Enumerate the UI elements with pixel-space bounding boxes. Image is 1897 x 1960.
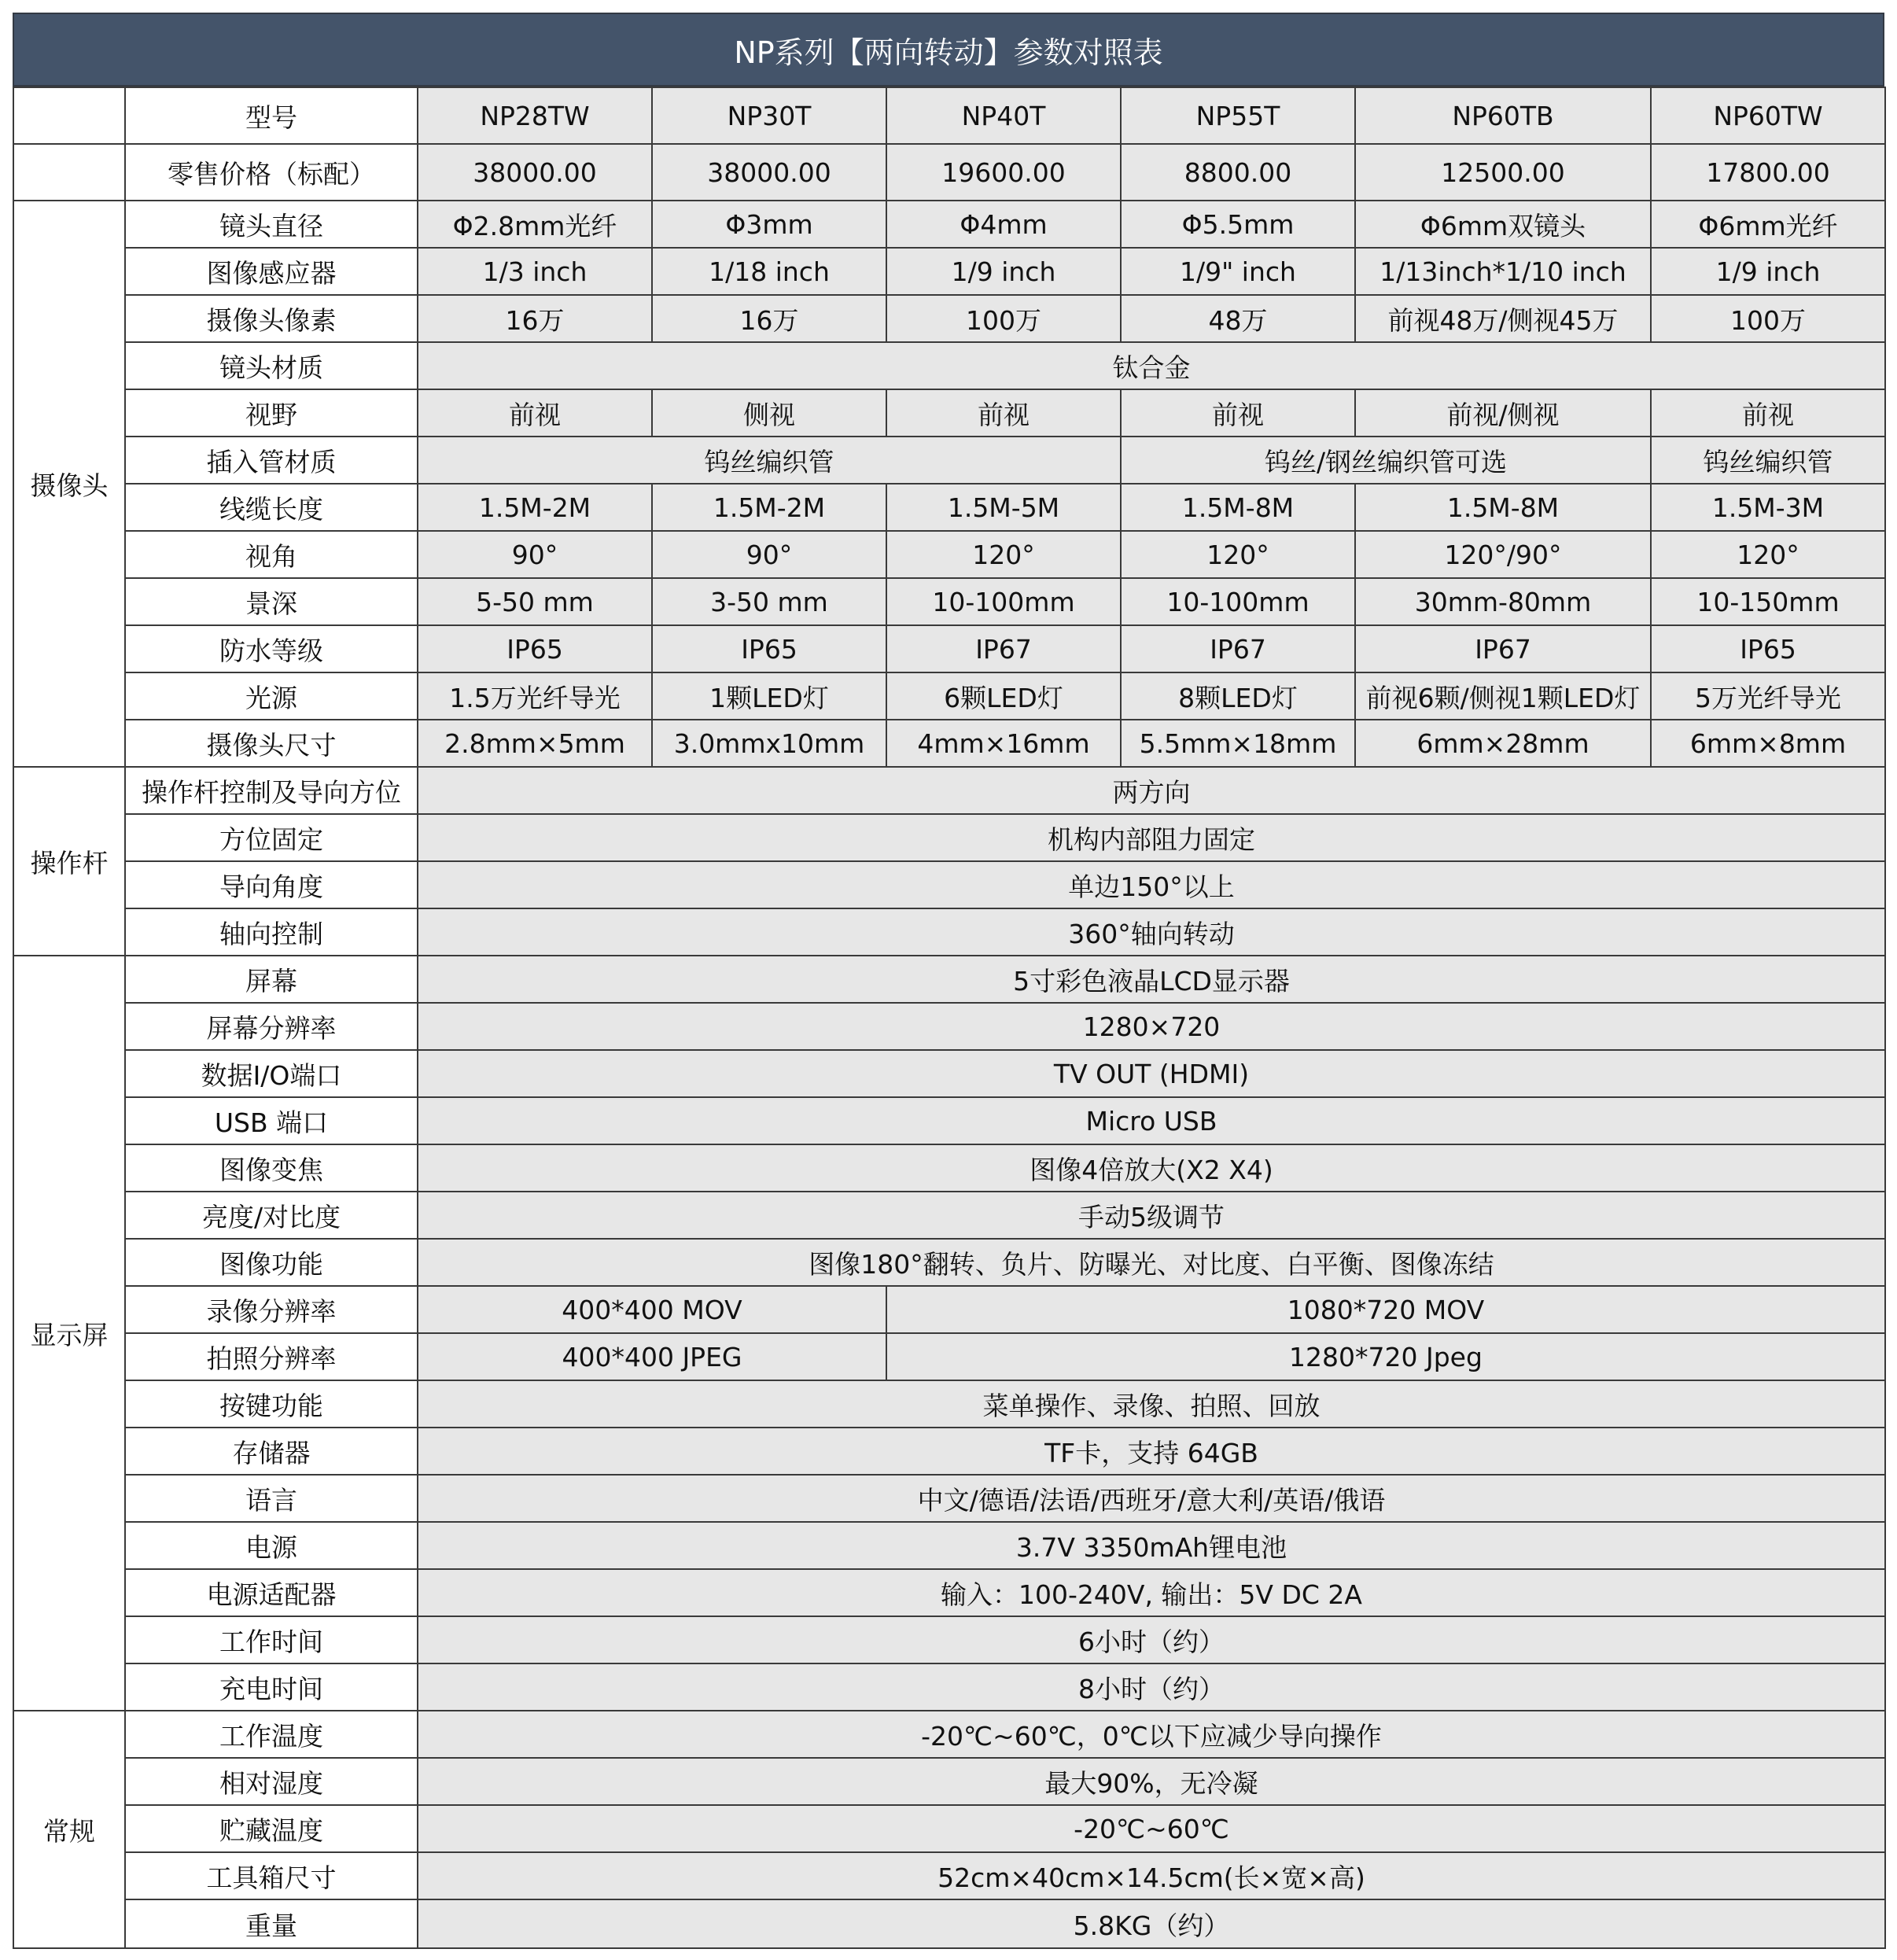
param-value-cell: 1/18 inch	[652, 248, 886, 295]
table-row	[13, 295, 1885, 342]
param-value-cell: 16万	[652, 295, 886, 342]
table-row	[13, 1003, 1885, 1050]
param-value-cell: 360°轴向转动	[418, 908, 1885, 956]
table-row	[13, 87, 1885, 144]
param-label: 光源	[125, 672, 418, 720]
param-label: 充电时间	[125, 1663, 418, 1711]
param-label: 按键功能	[125, 1380, 418, 1428]
table-row	[13, 1333, 1885, 1380]
param-value-cell: 4mm×16mm	[886, 720, 1121, 767]
param-value-cell: 前视	[418, 389, 652, 437]
table-row	[13, 956, 1885, 1003]
param-label: 电源适配器	[125, 1569, 418, 1616]
param-value-cell: NP60TB	[1355, 87, 1651, 144]
table-row	[13, 1144, 1885, 1192]
param-value-cell: IP65	[652, 625, 886, 672]
param-value-cell: 400*400 JPEG	[418, 1333, 886, 1380]
param-label: 方位固定	[125, 814, 418, 861]
table-row	[13, 1663, 1885, 1711]
param-value-cell: 1080*720 MOV	[886, 1286, 1885, 1333]
param-value-cell: 1.5M-8M	[1121, 484, 1355, 531]
param-value-cell: 120°	[1121, 531, 1355, 578]
param-value-cell: 1.5M-2M	[418, 484, 652, 531]
param-value-cell: 2.8mm×5mm	[418, 720, 652, 767]
param-value-cell: 钨丝编织管	[418, 437, 1121, 484]
param-label: 录像分辨率	[125, 1286, 418, 1333]
table-row	[13, 1616, 1885, 1663]
param-value-cell: 1.5M-2M	[652, 484, 886, 531]
param-value-cell: NP28TW	[418, 87, 652, 144]
param-value-cell: Φ6mm光纤	[1651, 201, 1885, 248]
param-value-cell: Φ6mm双镜头	[1355, 201, 1651, 248]
param-value-cell: 30mm-80mm	[1355, 578, 1651, 625]
param-value-cell: Φ2.8mm光纤	[418, 201, 652, 248]
param-value-cell: 侧视	[652, 389, 886, 437]
param-label: 工作时间	[125, 1616, 418, 1663]
param-label: 景深	[125, 578, 418, 625]
group-label-empty	[13, 87, 125, 144]
param-label: 拍照分辨率	[125, 1333, 418, 1380]
table-row	[13, 578, 1885, 625]
param-value-cell: IP67	[1121, 625, 1355, 672]
param-label: 轴向控制	[125, 908, 418, 956]
param-value-cell: 5寸彩色液晶LCD显示器	[418, 956, 1885, 1003]
param-value-cell: 17800.00	[1651, 144, 1885, 201]
param-value-cell: 机构内部阻力固定	[418, 814, 1885, 861]
param-value-cell: 前视	[1651, 389, 1885, 437]
table-row	[13, 1239, 1885, 1286]
param-value-cell: Φ4mm	[886, 201, 1121, 248]
table-row	[13, 531, 1885, 578]
group-label: 常规	[13, 1711, 125, 1948]
param-value-cell: 120°	[886, 531, 1121, 578]
table-row	[13, 484, 1885, 531]
param-value-cell: 6mm×8mm	[1651, 720, 1885, 767]
param-value-cell: 1.5万光纤导光	[418, 672, 652, 720]
group-label: 显示屏	[13, 956, 125, 1711]
param-value-cell: 输入：100-240V, 输出：5V DC 2A	[418, 1569, 1885, 1616]
param-value-cell: TV OUT (HDMI)	[418, 1050, 1885, 1097]
param-label: 视角	[125, 531, 418, 578]
param-label: 贮藏温度	[125, 1805, 418, 1852]
table-row	[13, 1380, 1885, 1428]
param-value-cell: 图像4倍放大(X2 X4)	[418, 1144, 1885, 1192]
group-label-empty	[13, 144, 125, 201]
param-value-cell: 钨丝/钢丝编织管可选	[1121, 437, 1651, 484]
param-value-cell: 前视6颗/侧视1颗LED灯	[1355, 672, 1651, 720]
param-value-cell: 5万光纤导光	[1651, 672, 1885, 720]
param-value-cell: 1/13inch*1/10 inch	[1355, 248, 1651, 295]
table-row	[13, 1192, 1885, 1239]
param-label: USB 端口	[125, 1097, 418, 1144]
table-title: NP系列【两向转动】参数对照表	[13, 13, 1884, 87]
table-row	[13, 1569, 1885, 1616]
param-label: 图像变焦	[125, 1144, 418, 1192]
param-value-cell: 3.7V 3350mAh锂电池	[418, 1522, 1885, 1569]
param-value-cell: 最大90%，无冷凝	[418, 1758, 1885, 1805]
param-value-cell: 8小时（约）	[418, 1663, 1885, 1711]
param-value-cell: 5-50 mm	[418, 578, 652, 625]
table-row	[13, 1428, 1885, 1475]
param-value-cell: 5.8KG（约）	[418, 1899, 1885, 1948]
group-label: 操作杆	[13, 767, 125, 956]
param-label: 相对湿度	[125, 1758, 418, 1805]
param-value-cell: 8颗LED灯	[1121, 672, 1355, 720]
param-value-cell: 两方向	[418, 767, 1885, 814]
param-value-cell: 1颗LED灯	[652, 672, 886, 720]
table-row	[13, 861, 1885, 908]
param-value-cell: NP60TW	[1651, 87, 1885, 144]
param-value-cell: 120°/90°	[1355, 531, 1651, 578]
param-label: 工作温度	[125, 1711, 418, 1758]
param-value-cell: 100万	[1651, 295, 1885, 342]
param-label: 重量	[125, 1899, 418, 1948]
param-label: 语言	[125, 1475, 418, 1522]
param-value-cell: IP67	[1355, 625, 1651, 672]
param-label: 屏幕分辨率	[125, 1003, 418, 1050]
param-value-cell: 19600.00	[886, 144, 1121, 201]
table-row	[13, 1097, 1885, 1144]
param-value-cell: 中文/德语/法语/西班牙/意大利/英语/俄语	[418, 1475, 1885, 1522]
table-row	[13, 248, 1885, 295]
table-row	[13, 201, 1885, 248]
param-label: 图像功能	[125, 1239, 418, 1286]
param-label: 型号	[125, 87, 418, 144]
param-value-cell: Micro USB	[418, 1097, 1885, 1144]
param-value-cell: 38000.00	[652, 144, 886, 201]
param-value-cell: 10-150mm	[1651, 578, 1885, 625]
param-label: 屏幕	[125, 956, 418, 1003]
table-row	[13, 672, 1885, 720]
param-value-cell: 图像180°翻转、负片、防曝光、对比度、白平衡、图像冻结	[418, 1239, 1885, 1286]
table-row	[13, 720, 1885, 767]
param-value-cell: 5.5mm×18mm	[1121, 720, 1355, 767]
param-value-cell: TF卡，支持 64GB	[418, 1428, 1885, 1475]
table-row	[13, 342, 1885, 389]
param-label: 零售价格（标配）	[125, 144, 418, 201]
param-value-cell: 菜单操作、录像、拍照、回放	[418, 1380, 1885, 1428]
param-value-cell: NP30T	[652, 87, 886, 144]
param-value-cell: 6颗LED灯	[886, 672, 1121, 720]
table-row	[13, 1805, 1885, 1852]
param-value-cell: 前视	[1121, 389, 1355, 437]
param-value-cell: 1280×720	[418, 1003, 1885, 1050]
param-value-cell: IP65	[1651, 625, 1885, 672]
param-value-cell: 6mm×28mm	[1355, 720, 1651, 767]
table-row	[13, 1899, 1885, 1948]
group-label: 摄像头	[13, 201, 125, 767]
param-value-cell: 前视	[886, 389, 1121, 437]
param-value-cell: 1/9 inch	[1651, 248, 1885, 295]
param-label: 电源	[125, 1522, 418, 1569]
param-value-cell: 前视48万/侧视45万	[1355, 295, 1651, 342]
param-value-cell: 16万	[418, 295, 652, 342]
param-value-cell: 1/9" inch	[1121, 248, 1355, 295]
param-value-cell: 90°	[652, 531, 886, 578]
param-label: 图像感应器	[125, 248, 418, 295]
param-label: 镜头材质	[125, 342, 418, 389]
param-value-cell: 52cm×40cm×14.5cm(长×宽×高)	[418, 1852, 1885, 1899]
param-value-cell: 钨丝编织管	[1651, 437, 1885, 484]
param-label: 摄像头尺寸	[125, 720, 418, 767]
param-label: 线缆长度	[125, 484, 418, 531]
param-value-cell: 8800.00	[1121, 144, 1355, 201]
table-row	[13, 1522, 1885, 1569]
param-value-cell: IP65	[418, 625, 652, 672]
param-value-cell: 10-100mm	[886, 578, 1121, 625]
param-value-cell: 1.5M-8M	[1355, 484, 1651, 531]
param-value-cell: 3.0mmx10mm	[652, 720, 886, 767]
param-value-cell: 120°	[1651, 531, 1885, 578]
table-row	[13, 437, 1885, 484]
param-value-cell: 38000.00	[418, 144, 652, 201]
table-row	[13, 1475, 1885, 1522]
param-value-cell: 单边150°以上	[418, 861, 1885, 908]
table-row	[13, 1711, 1885, 1758]
param-label: 亮度/对比度	[125, 1192, 418, 1239]
param-value-cell: 48万	[1121, 295, 1355, 342]
param-value-cell: 1280*720 Jpeg	[886, 1333, 1885, 1380]
spec-table	[13, 87, 1886, 1949]
param-value-cell: NP40T	[886, 87, 1121, 144]
param-label: 操作杆控制及导向方位	[125, 767, 418, 814]
param-label: 数据I/O端口	[125, 1050, 418, 1097]
param-label: 摄像头像素	[125, 295, 418, 342]
param-value-cell: -20℃~60℃，0℃以下应减少导向操作	[418, 1711, 1885, 1758]
table-row	[13, 908, 1885, 956]
param-value-cell: 400*400 MOV	[418, 1286, 886, 1333]
table-row	[13, 1758, 1885, 1805]
table-row	[13, 1050, 1885, 1097]
param-value-cell: Φ5.5mm	[1121, 201, 1355, 248]
param-value-cell: 1.5M-5M	[886, 484, 1121, 531]
table-row	[13, 814, 1885, 861]
param-value-cell: 1/9 inch	[886, 248, 1121, 295]
param-value-cell: 手动5级调节	[418, 1192, 1885, 1239]
table-row	[13, 1286, 1885, 1333]
param-label: 存储器	[125, 1428, 418, 1475]
param-value-cell: 1/3 inch	[418, 248, 652, 295]
table-row	[13, 625, 1885, 672]
param-value-cell: 6小时（约）	[418, 1616, 1885, 1663]
param-value-cell: 1.5M-3M	[1651, 484, 1885, 531]
param-label: 视野	[125, 389, 418, 437]
param-label: 导向角度	[125, 861, 418, 908]
table-row	[13, 144, 1885, 201]
table-row	[13, 389, 1885, 437]
param-value-cell: 前视/侧视	[1355, 389, 1651, 437]
param-label: 镜头直径	[125, 201, 418, 248]
param-value-cell: 12500.00	[1355, 144, 1651, 201]
table-row	[13, 1852, 1885, 1899]
spec-sheet	[13, 13, 1884, 1947]
param-value-cell: 3-50 mm	[652, 578, 886, 625]
param-value-cell: 90°	[418, 531, 652, 578]
param-value-cell: -20℃~60℃	[418, 1805, 1885, 1852]
param-value-cell: 钛合金	[418, 342, 1885, 389]
param-label: 插入管材质	[125, 437, 418, 484]
param-value-cell: IP67	[886, 625, 1121, 672]
param-value-cell: NP55T	[1121, 87, 1355, 144]
param-label: 防水等级	[125, 625, 418, 672]
param-label: 工具箱尺寸	[125, 1852, 418, 1899]
table-row	[13, 767, 1885, 814]
param-value-cell: Φ3mm	[652, 201, 886, 248]
spec-table-body	[13, 87, 1885, 1948]
param-value-cell: 100万	[886, 295, 1121, 342]
param-value-cell: 10-100mm	[1121, 578, 1355, 625]
